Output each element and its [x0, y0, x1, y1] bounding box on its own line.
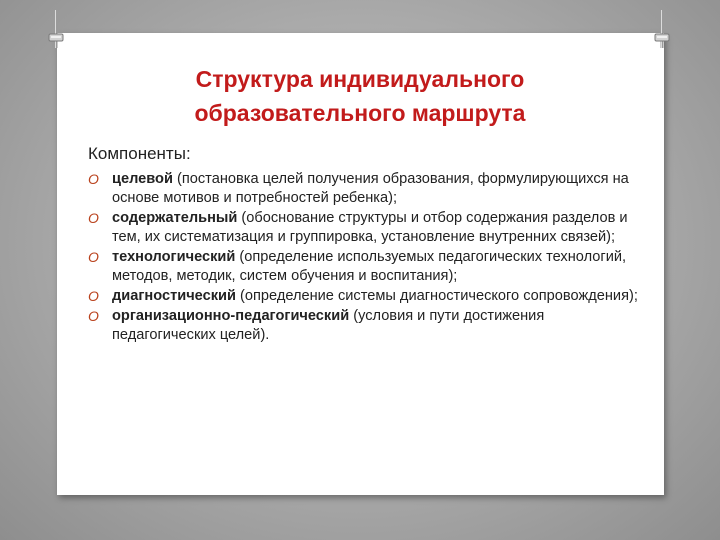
list-item	[88, 287, 648, 306]
components-heading: Компоненты:	[88, 144, 191, 163]
list-item	[88, 170, 648, 208]
bullet-icon: O	[88, 308, 99, 324]
bullet-icon: O	[88, 288, 99, 304]
component-term: диагностический	[112, 288, 236, 304]
slide-title	[60, 62, 660, 130]
bullet-icon: O	[88, 210, 99, 226]
component-description: (обоснование структуры и отбор содержания разделов и тем, их систематизация и группировка, установление внутренних связей);	[112, 210, 628, 245]
slide-title-line: Структура индивидуального	[195, 66, 525, 92]
component-description: (условия и пути достижения педагогических целей).	[112, 308, 545, 343]
component-term: целевой	[112, 171, 173, 187]
pushpin-icon	[651, 10, 673, 50]
component-description: (определение системы диагностического сопровождения);	[235, 288, 638, 304]
components-list	[88, 170, 648, 346]
component-description: (определение используемых педагогических технологий, методов, методик, систем обучения и воспитания);	[112, 249, 627, 284]
bullet-icon: O	[88, 249, 99, 265]
component-term: технологический	[112, 249, 236, 265]
component-term: содержательный	[112, 210, 238, 226]
list-item	[88, 307, 648, 345]
component-description: (постановка целей получения образования, формулирующихся на основе мотивов и потребностей ребенка);	[112, 171, 629, 206]
list-item	[88, 248, 648, 286]
pushpin-icon	[45, 10, 67, 50]
bullet-icon: O	[88, 171, 99, 187]
list-item	[88, 209, 648, 247]
slide-title-line: образовательного маршрута	[194, 100, 526, 126]
component-term: организационно-педагогический	[112, 308, 350, 324]
